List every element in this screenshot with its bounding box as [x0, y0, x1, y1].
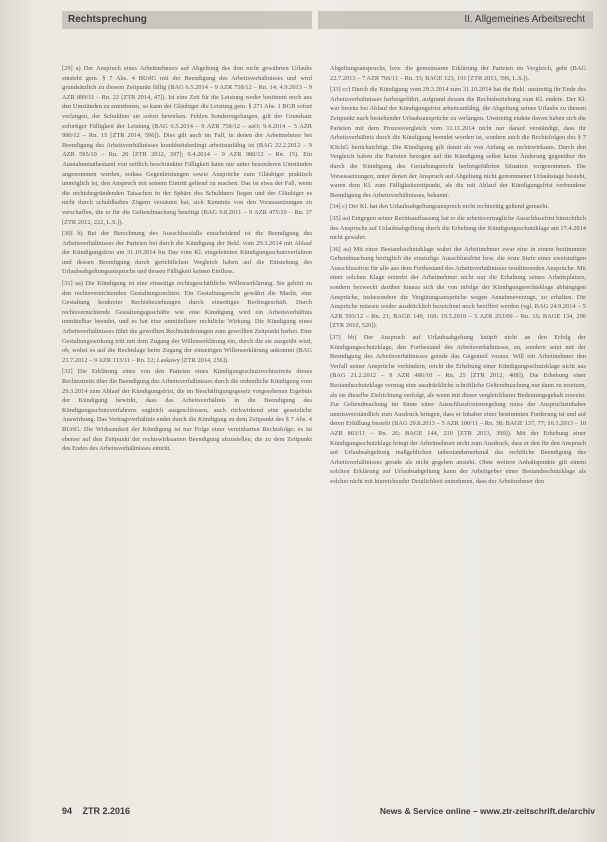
text-column-right	[330, 64, 586, 794]
journal-issue: ZTR 2.2016	[82, 806, 131, 816]
paragraph-33: [33] cc) Durch die Kündigung vom 29.3.2014 zum 31.10.2014 hat die Bekl. unstreitig ihr Ende des Arbeitsverhältnisses herbeigeführt, aufgrund dessen die Rechtsbeziehung zum Kl. endete. Der Kl. war bereits bei Ablauf der Kündigungsfrist arbeitsunfähig, die Abgeltung seines Urlaubs zu diesem Zeitpunkt nach bestehender Urlaubsansprüche zu verlangen. Unstreitig endete davon haben sich die Parteien mit dem Prozessvergleich vom 11.11.2014 nicht nur darauf verständigt, dass ihr Arbeitsverhältnis durch die Kündigung beendet worden ist, sondern auch die Rechtsfolgen des § 7 KSchG berücksichtigt. Die Kündigung gilt damit als von Anfang an rechtswirksam. Durch den Vergleich haben die Parteien bezogen auf die Kündigung selbst keine Änderung gegenüber der durch die Kündigung des Gestaltungsrecht herbeigeführten Situation vorgenommen. Die Voraussetzungen, unter denen der Anspruch auf Abgeltung nicht genommener Urlaubstage besteht, waren dem Kl. zum Fälligkeitszeitpunkt, als die mit Ablauf der Kündigungsfrist verbundene Beendigung des Arbeitsverhältnisses, bekannt.	[330, 86, 586, 199]
page-footer-left	[62, 806, 130, 818]
paragraph-37: [37] bb) Der Anspruch auf Urlaubsabgeltung knüpft nicht an den Erfolg der Kündigungsschutzklage, den Fortbestand des Arbeitsverhältnisses, an, sondern setzt mit der Beendigung des Arbeitsverhältnisses gerade das Gegenteil voraus. Will ein Arbeitnehmer den Verfall seiner Ansprüche verhindern, reicht die Erhebung einer Kündigungsschutzklage nicht aus (BAG 21.2.2012 – 9 AZR 486/10 – Rn. 25 [ZTR 2012, 408]). Die Erhebung einer Bestandsschutzklage vermag eine ausdrückliche schriftliche Geltendmachung nur dann zu ersetzen, als sie dieselbe Zielrichtung verfolgt, als wenn mit dieser vergleichbarer Bedeutungsgehalt zuweist. Zur Geltendmachung im Sinne einer Ausschlussfristenregelung muss der Anspruchsinhaber unmissverständlich zum Ausdruck bringen, dass er Inhaber einer bestimmten Forderung ist und auf deren Erfüllung besteht (BAG 29.8.2013 – 5 AZR 100/11 – Rn. 38; BAGE 137, 77; 16.1.2013 – 10 AZR 863/11 – Rn. 26; BAGE 144, 210 [ZTR 2013, 390]). Mit der Erhebung einer Kündigungsschutzklage bringt der Arbeitnehmer nicht zum Ausdruck, dass er den für den Anspruch auf Urlaubsabgeltung maßgeblichen tatbestandsmerkmal das rechtliche Beendigung des Arbeitsverhältnisses gerade als nicht gegeben ansieht. Ohne weitere Anhaltspunkte gilt einem solchen Erklärung auf Urlaubsabgeltung kann der Arbeitgeber einer Bestandsschutzklage als solcher nicht mit hinreichender Deutlichkeit entnehmen, dass der Arbeitnehmer den	[330, 334, 586, 485]
paragraph-31: [31] aa) Die Kündigung ist eine einseitige rechtsgeschäftliche Willenserklärung. Sie gehört zu den rechtsvernichtenden Gestaltungsrechten. Ein Gestaltungsrecht gewährt die Macht, eine Gestaltung konkreter Rechtsbeziehungen durch einseitiges Rechtsgeschäft. Durch rechtsvernichtende Gestaltungsgeschäfte wie eine Kündigung wird ein Arbeitsverhältnis unmittelbar beendet, und es hat eine unmittelbare rechtliche Wirkung. Die Kündigung eines Arbeitsverhältnisses führt die gewollten Rechtsänderungen zum gewollten Zeitpunkt herbei. Eine Gestaltungswirkung tritt mit dem Zugang der Willenserklärung ein, durch die sie ausgeübt wird, ob, wobei es auf die Rechtslage beim Zugang der einseitigen Willenserklärung ankommt (BAG 23.7.2012 – 9 AZR 113/11 – Rn. 12; Laskawy [ZTR 2014, 256]).	[62, 280, 312, 364]
text-column-left	[62, 64, 312, 794]
page-number: 94	[62, 806, 73, 816]
section-header-right: II. Allgemeines Arbeitsrecht	[318, 11, 593, 29]
section-header-left: Rechtsprechung	[62, 11, 312, 29]
paragraph-30: [30] b) Bei der Berechnung des Ausschlussfalls entscheidend ist die Beendigung des Arbeitsverhältnisses der Parteien bei durch die Kündigung der Bekl. vom 29.3.2014 mit Ablauf der Kündigungsfrist am 31.10.2014 bis Das vom Kl. eingeleiteten Kündigungsschutzverfahren und dessen Beendigung durch gerichtlichen Vergleich haben auf die Entstehung des Urlaubsabgeltungsanspruchs und dessen Fälligkeit keinen Einfluss.	[62, 230, 312, 276]
paragraph-cont: Abgeltungsanspruchs, bzw. die gemeinsame Erklärung der Parteien im Vergleich, geht (BAG 22.7.2013 – 7 AZR 766/11 – Rn. 33; BAGE 123, 191 [ZTR 2013, 596, L.S.]).	[330, 65, 586, 82]
paragraph-35: [35] aa) Entgegen seiner Rechtsauffassung hat er die arbeitsvertragliche Ausschlussfrist hinsichtlich des Anspruchs auf Urlaubsabgeltung durch die Erhebung der Kündigungsschutzklage am 17.4.2014 nicht gewahrt.	[330, 214, 586, 242]
paragraph-29: [29] a) Der Anspruch eines Arbeitnehmers auf Abgeltung des ihm nicht gewährten Urlaubs entsteht gem. § 7 Abs. 4 BUrlG mit der Beendigung des Arbeitsverhältnisses und wird grundsätzlich zu diesem Zeitpunkt fällig (BAG 6.5.2014 – 9 AZR 758/12 – Rn. 14; 4.9.2013 – 9 AZR 899/11 – Rn. 22 [ZTR 2014, 47]). Ist eine Zeit für die Leistung weder bestimmt noch aus den Umständen zu entnehmen, so kann der Gläubiger die Leistung gem. § 271 Abs. 1 BGB sofort verlangen, der Schuldner sie sofort bewirken. Fehlen Sonderregelungen, gilt der Grundsatz sofortiger Fälligkeit der Leistung (BAG 6.5.2014 – 9 AZR 758/12 – aaO; 9.4.2014 – 5 AZR 980/12 – Rn. 15 [ZTR 2014, 596]). Dies gilt auch im Fall, in denen der Arbeitnehmer bei Beendigung des Arbeitsverhältnisses krankheitsbedingt arbeitsunfähig ist (BAG 22.2.2012 – 9 AZR 595/10 – Rn. 20 [ZTR 2012, 397]; 9.4.2014 – 9 AZR 980/12 – Rn. 15). Ein Ausnahmetatbestand von zeitlich beschränkter Fälligkeit kann nur unter besonderen Umständen angenommen werden, sodass Gegenleistungen sowie Ansprüche zum Gläubiger praktisch unmöglich ist, den Anspruch mit seinem Eintritt geltend zu machen. Das ist etwa der Fall, wenn die rechtsbegründenden Tatsachen in der Sphäre des Schuldners liegen und der Gläubiger es nicht durch schuldhaftes Zögern versäumt hat, sich Kenntnis von den Voraussetzungen zu verschaffen, die er für die Geltendmachung benötigt (BAG 9.8.2011 – 9 AZR 475/10 – Rn. 37 [ZTR 2012, 222, L.S.]).	[62, 65, 312, 226]
paragraph-36: [36] aa) Mit einer Bestandsschutzklage wahrt der Arbeitnehmer zwar eine in einem bestimmten Geltendmachung bezüglich die einstufige Ausschlussfrist bzw. die erste Stufe einer zweistufigen Ausschlussfrist für alle aus dem Fortbestand des Arbeitsverhältnisses resultierenden Ansprüche. Mit einer solchen Klage erstrebt der Arbeitnehmer nicht nur die Erhaltung seines Arbeitsplatzes, sondern bezweckt darüber hinaus sich die von infolge der Kündigungsrechtsklage abhängigen Ansprüche, insbesondere die Vergütungsansprüche wegen Annahmeverzugs, zu erhalten. Die Ansprüche müssen weder ausdrücklich bezeichnet noch beziffert werden (vgl. BAG 24.9.2014 – 5 AZR 593/12 – Rn. 21; BAGE 149, 169; 19.5.2010 – 5 AZR 253/09 – Rn. 16; BAGE 134, 296 [ZTR 2010, 520]).	[330, 245, 586, 330]
page-footer-right: News & Service online – www.ztr-zeitschrift.de/archiv	[379, 806, 595, 816]
paragraph-34: [34] c) Der Kl. hat den Urlaubsabgeltungsanspruch nicht rechtzeitig geltend gemacht.	[330, 203, 549, 211]
paragraph-32: [32] Die Erklärung eines von den Parteien eines Kündigungsschutzrechtsstreits dieses Rechtsstreits über die Beendigung des Arbeitsverhältnisses durch die ordentliche Kündigung vom 29.3.2014 zum Ablauf der Kündigungsfrist, die im Beschäftigungsgesetz vorgesehenen Ergebnis der Kündigung bewirkt, dass das Arbeitsverhältnis in die Beendigung des Kündigungsschutzverfahrens zugleich ausgeschlossen, auch rückwirkend eine gesetzliche Auswirkung. Das Vertragsverhältnis endet durch die Kündigung zu dem Zeitpunkt des § 7 Abs. 4 BUrlG. Die Wirksamkeit der Kündigung ist nur Folge einer vereinbarten Rechtsfolge; es ist ebenso auf den Zeitpunkt der rechtswirksamen Beendigung abzustellen, die zu dem Zeitpunkt des Endes des Arbeitsverhältnisses eintritt.	[62, 368, 312, 453]
